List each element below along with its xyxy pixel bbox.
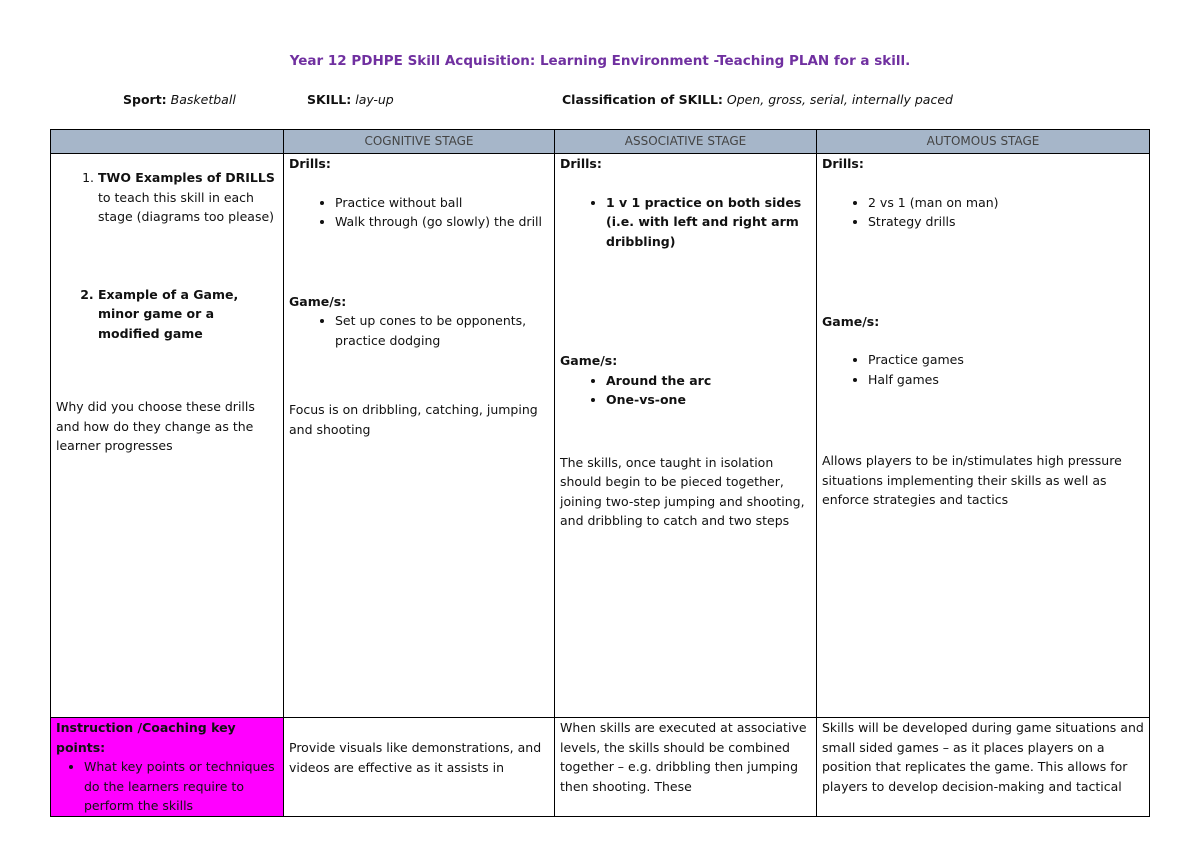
- instruction-row: [51, 718, 1150, 817]
- main-row: [51, 154, 1150, 718]
- autonomous-instruction: Skills will be developed during game situations and small sided games – as it places players on a position that replicates the game. This allows for players to develop decision-making and tactical: [822, 720, 1144, 794]
- drills-prompt-rest: to teach this skill in each stage (diagrams too please): [98, 189, 275, 224]
- autonomous-games-list: [822, 350, 1144, 389]
- associative-game-1: • Around the arc: [606, 371, 811, 391]
- associative-instruction-cell: [555, 718, 817, 817]
- autonomous-drill-1: • 2 vs 1 (man on man): [868, 193, 1144, 213]
- cognitive-instruction-cell: [284, 718, 555, 817]
- associative-drill-1: • 1 v 1 practice on both sides (i.e. with left and right arm dribbling): [606, 193, 811, 252]
- drills-prompt-title: TWO Examples of DRILLS: [98, 170, 275, 185]
- cognitive-why: Focus is on dribbling, catching, jumping and shooting: [289, 402, 538, 437]
- associative-cell: [555, 154, 817, 718]
- associative-instruction: When skills are executed at associative levels, the skills should be combined together – e.g. dribbling then jumping then shooting. These: [560, 720, 807, 794]
- associative-why: The skills, once taught in isolation should begin to be pieced together, joining two-step jumping and shooting, and dribbling to catch and two steps: [560, 454, 805, 528]
- cognitive-instruction: Provide visuals like demonstrations, and videos are effective as it assists in: [289, 740, 542, 775]
- cognitive-cell: [284, 154, 555, 718]
- left-item-game: [98, 285, 278, 344]
- instruction-prompt-list: [56, 757, 278, 816]
- left-item-list: [56, 168, 278, 343]
- cognitive-drill-1: • Practice without ball: [335, 193, 549, 213]
- autonomous-instruction-cell: [817, 718, 1150, 817]
- cognitive-drill-2: • Walk through (go slowly) the drill: [335, 212, 549, 232]
- autonomous-games-label: Game/s:: [822, 313, 880, 329]
- sport-field: [123, 92, 236, 107]
- autonomous-cell: [817, 154, 1150, 718]
- autonomous-why: Allows players to be in/stimulates high pressure situations implementing their skills as well as enforce strategies and tactics: [822, 453, 1122, 507]
- autonomous-drills-list: [822, 193, 1144, 232]
- associative-drills-label: Drills:: [560, 156, 602, 171]
- classification-field: [562, 92, 953, 107]
- autonomous-game-2: • Half games: [868, 370, 1144, 390]
- associative-drills-list: [560, 193, 811, 252]
- autonomous-drill-2: • Strategy drills: [868, 212, 1144, 232]
- cognitive-drills-label: Drills:: [289, 156, 331, 171]
- why-prompt: Why did you choose these drills and how do they change as the learner progresses: [56, 399, 255, 453]
- cognitive-games-label: Game/s:: [289, 293, 347, 309]
- header-autonomous: AUTOMOUS STAGE: [817, 130, 1150, 154]
- instruction-prompt-cell: [51, 718, 284, 817]
- autonomous-game-1: • Practice games: [868, 350, 1144, 370]
- instruction-title: Instruction /Coaching key points:: [56, 720, 236, 755]
- associative-games-list: [560, 371, 811, 410]
- associative-game-2: • One-vs-one: [606, 390, 811, 410]
- sport-value: Basketball: [170, 92, 236, 107]
- header-row: [51, 130, 1150, 154]
- autonomous-drills-label: Drills:: [822, 156, 864, 171]
- skill-field: [307, 92, 394, 107]
- classification-value: Open, gross, serial, internally paced: [726, 92, 953, 107]
- header-cognitive: COGNITIVE STAGE: [284, 130, 555, 154]
- cognitive-drills-list: [289, 193, 549, 232]
- instruction-prompt-bullet: • What key points or techniques do the learners require to perform the skills: [84, 757, 278, 816]
- document-title: Year 12 PDHPE Skill Acquisition: Learning Environment -Teaching PLAN for a skill.: [289, 53, 911, 69]
- left-item-drills: [98, 168, 278, 227]
- header-associative: ASSOCIATIVE STAGE: [555, 130, 817, 154]
- cognitive-game-1: • Set up cones to be opponents, practice dodging: [335, 311, 549, 350]
- skill-value: lay-up: [355, 92, 394, 107]
- associative-games-label: Game/s:: [560, 353, 618, 368]
- left-column-cell: [51, 154, 284, 718]
- game-prompt: Example of a Game, minor game or a modified game: [98, 286, 239, 341]
- classification-label: Classification of SKILL:: [562, 92, 723, 107]
- sport-label: Sport:: [123, 92, 167, 107]
- teaching-plan-table: [50, 129, 1150, 817]
- skill-label: SKILL:: [307, 92, 352, 107]
- cognitive-games-list: [289, 311, 549, 350]
- header-empty: [51, 130, 284, 154]
